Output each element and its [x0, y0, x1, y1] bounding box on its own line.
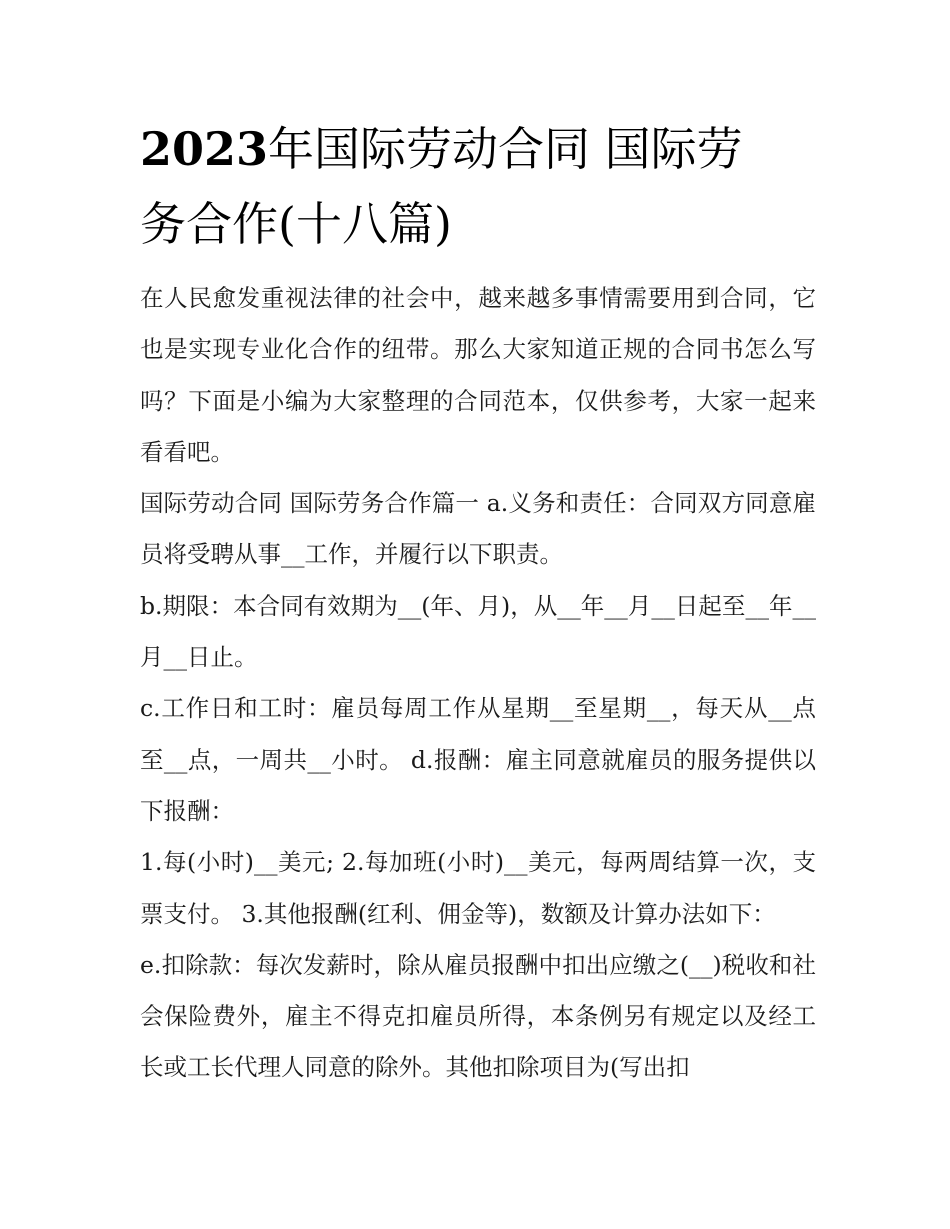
title-line-1: 2023年国际劳动合同 国际劳	[140, 122, 743, 176]
document-title	[140, 112, 820, 262]
title-year: 2023	[140, 122, 269, 176]
intro-paragraph: 在人民愈发重视法律的社会中，越来越多事情需要用到合同，它也是实现专业化合作的纽带。那么大家知道正规的合同书怎么写吗？下面是小编为大家整理的合同范本，仅供参考，大家一起来看看吧。	[140, 284, 816, 466]
title-line-2: 务合作(十八篇)	[140, 197, 452, 251]
section-a-paragraph: 国际劳动合同 国际劳务合作篇一 a.义务和责任：合同双方同意雇员将受聘从事__工作，并履行以下职责。	[140, 489, 816, 569]
section-e-paragraph: e.扣除款：每次发薪时，除从雇员报酬中扣出应缴之(__)税收和社会保险费外，雇主不得克扣雇员所得，本条例另有规定以及经工长或工长代理人同意的除外。其他扣除项目为(写出扣	[140, 950, 816, 1082]
section-c-d-paragraph: c.工作日和工时：雇员每周工作从星期__至星期__，每天从__点至__点，一周共__小时。 d.报酬：雇主同意就雇员的服务提供以下报酬：	[140, 694, 816, 825]
section-b-paragraph: b.期限：本合同有效期为__(年、月)，从__年__月__日起至__年__月__日止。	[140, 591, 816, 672]
compensation-list-paragraph: 1.每(小时)__美元; 2.每加班(小时)__美元，每两周结算一次，支票支付。 3.其他报酬(红利、佣金等)，数额及计算办法如下：	[140, 848, 816, 928]
document-body	[140, 273, 816, 1094]
